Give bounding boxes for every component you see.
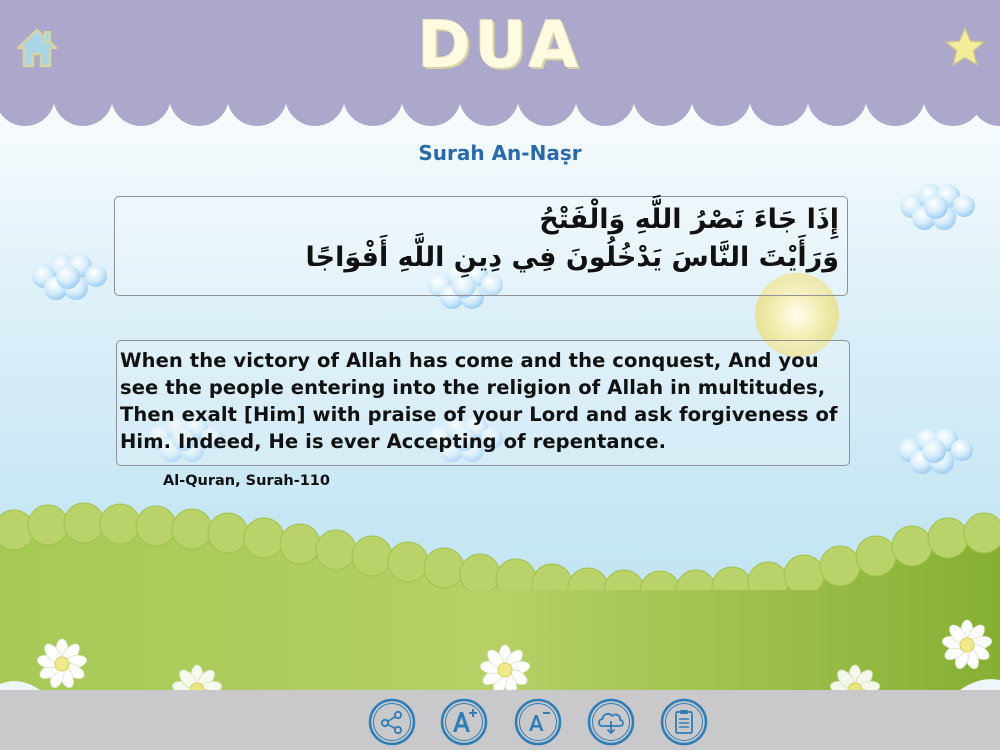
home-icon bbox=[14, 24, 60, 70]
share-icon bbox=[368, 698, 416, 746]
reference-text: Al-Quran, Surah-110 bbox=[163, 473, 330, 489]
translation-text: When the victory of Allah has come and the conquest, And you see the people entering into the religion of Allah in multitudes, Then exalt [Him] with praise of your Lord and ask forgiveness of Him. Indeed, He is ever Accepting of repentance. bbox=[120, 349, 838, 453]
notes-button[interactable] bbox=[660, 698, 708, 746]
cloud-download-icon bbox=[587, 698, 635, 746]
decrease-font-button[interactable] bbox=[514, 698, 562, 746]
clipboard-icon bbox=[660, 698, 708, 746]
favorite-button[interactable] bbox=[942, 24, 988, 70]
translation-box bbox=[116, 340, 850, 466]
home-button[interactable] bbox=[14, 24, 60, 70]
font-increase-icon bbox=[440, 698, 488, 746]
cloud-decoration bbox=[898, 428, 973, 474]
surah-title: Surah An-Naṣr bbox=[418, 141, 582, 165]
arabic-line: إِذَا جَاءَ نَصْرُ اللَّهِ وَالْفَتْحُ bbox=[539, 204, 839, 235]
share-button[interactable] bbox=[368, 698, 416, 746]
download-button[interactable] bbox=[587, 698, 635, 746]
cloud-decoration bbox=[900, 184, 975, 230]
increase-font-button[interactable] bbox=[440, 698, 488, 746]
font-decrease-icon bbox=[514, 698, 562, 746]
arabic-verse-box bbox=[114, 196, 848, 296]
arabic-line: وَرَأَيْتَ النَّاسَ يَدْخُلُونَ فِي دِينِ اللَّهِ أَفْوَاجًا bbox=[305, 242, 839, 273]
bottom-toolbar bbox=[0, 690, 1000, 750]
cloud-decoration bbox=[32, 254, 107, 300]
star-icon bbox=[942, 24, 988, 70]
arabic-verse-text bbox=[139, 201, 839, 277]
app-title: DUA bbox=[417, 9, 583, 83]
